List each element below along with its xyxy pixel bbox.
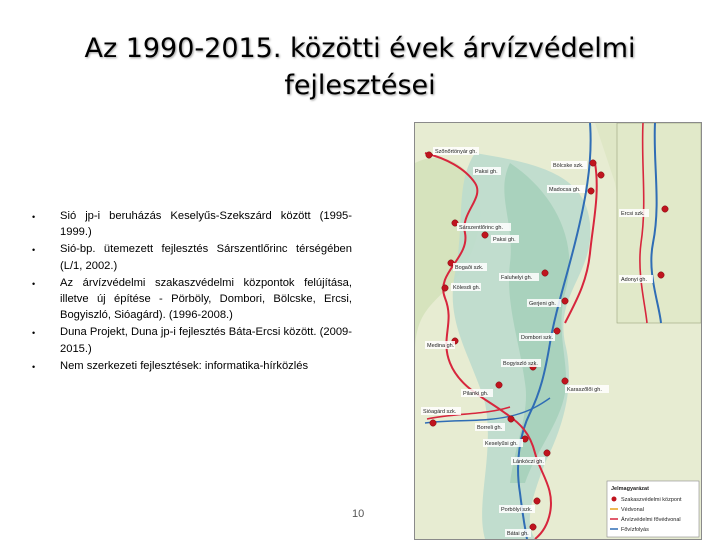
bullet-item xyxy=(30,241,352,273)
map-label: Paksi gh. xyxy=(493,237,516,243)
bullet-text: Nem szerkezeti fejlesztések: informatika-hírközlés xyxy=(60,359,309,372)
legend-item: Szakaszvédelmi központ xyxy=(621,497,682,503)
bullet-dot-icon: • xyxy=(32,245,36,256)
map-label: Bölcske szk. xyxy=(553,163,584,169)
page-number: 10 xyxy=(352,508,365,520)
bullet-dot-icon: • xyxy=(32,328,36,339)
bullet-item xyxy=(30,208,352,240)
map-label: Szőnőrtönyár gh. xyxy=(435,149,477,155)
bullet-item xyxy=(30,358,352,374)
map-label: Bogyiszló szk. xyxy=(503,361,538,367)
legend-station-icon xyxy=(612,497,617,502)
bullet-text: Sió-bp. ütemezett fejlesztés Sárszentlőrinc térségében (L/1, 2002.) xyxy=(60,243,352,272)
map-inset xyxy=(617,123,701,323)
map-label: Bogaði szk. xyxy=(455,265,484,271)
map-label: Keselyűsi gh. xyxy=(485,441,518,447)
bullet-item xyxy=(30,275,352,324)
bullet-text: Sió jp-i beruházás Keselyűs-Szekszárd között (1995-1999.) xyxy=(60,210,352,239)
slide-title xyxy=(60,30,660,104)
legend-item: Fővízfolyás xyxy=(621,527,649,533)
legend-item: Védvonal xyxy=(621,507,644,513)
map-label: Ercsi szk. xyxy=(621,211,645,217)
bullet-dot-icon: • xyxy=(32,278,36,289)
map-label: Lánkóczi gh. xyxy=(513,459,544,465)
map-label: Medina gh. xyxy=(427,343,455,349)
map-label: Sárszentlőrinc gh. xyxy=(459,225,504,231)
slide-title-line-1: Az 1990-2015. közötti évek árvízvédelmi xyxy=(84,33,636,64)
legend-title: Jelmagyarázat xyxy=(611,486,649,492)
map-label: Borreli gh. xyxy=(477,425,503,431)
map-label: Faluhelyi gh. xyxy=(501,275,533,281)
map-label: Adonyi gh. xyxy=(621,277,647,283)
bullet-dot-icon: • xyxy=(32,212,36,222)
bullet-text: Duna Projekt, Duna jp-i fejlesztés Báta-Ercsi között. (2009-2015.) xyxy=(60,326,352,355)
map-label: Gerjeni gh. xyxy=(529,301,556,307)
legend-item: Árvízvédelmi fővédvonal xyxy=(621,517,681,523)
bullet-dot-icon: • xyxy=(32,361,36,372)
flood-defense-map xyxy=(414,122,702,540)
bullet-list xyxy=(30,208,352,375)
map-label: Karaszőlői gh. xyxy=(567,387,602,393)
map-label: Madocsa gh. xyxy=(549,187,581,193)
map-label: Paksi gh. xyxy=(475,169,498,175)
map-label: Bátai gh. xyxy=(507,531,529,537)
map-label: Porbölyi szk. xyxy=(501,507,533,513)
map-label: Kölesdi gh. xyxy=(453,285,481,291)
map-label: Sióagárd szk. xyxy=(423,409,457,415)
map-legend xyxy=(607,481,699,537)
bullet-item xyxy=(30,324,352,356)
map-label: Dombori szk. xyxy=(521,335,554,341)
bullet-text: Az árvízvédelmi szakaszvédelmi központok felújítása, illetve új építése - Pörböly, Dombori, Bölcske, Ercsi, Bogyiszló, Sióagárd). (1996-2008.) xyxy=(60,276,352,322)
slide-title-line-2: fejlesztései xyxy=(284,70,436,101)
map-image xyxy=(415,123,701,539)
map-label: Pilanki gh. xyxy=(463,391,489,397)
